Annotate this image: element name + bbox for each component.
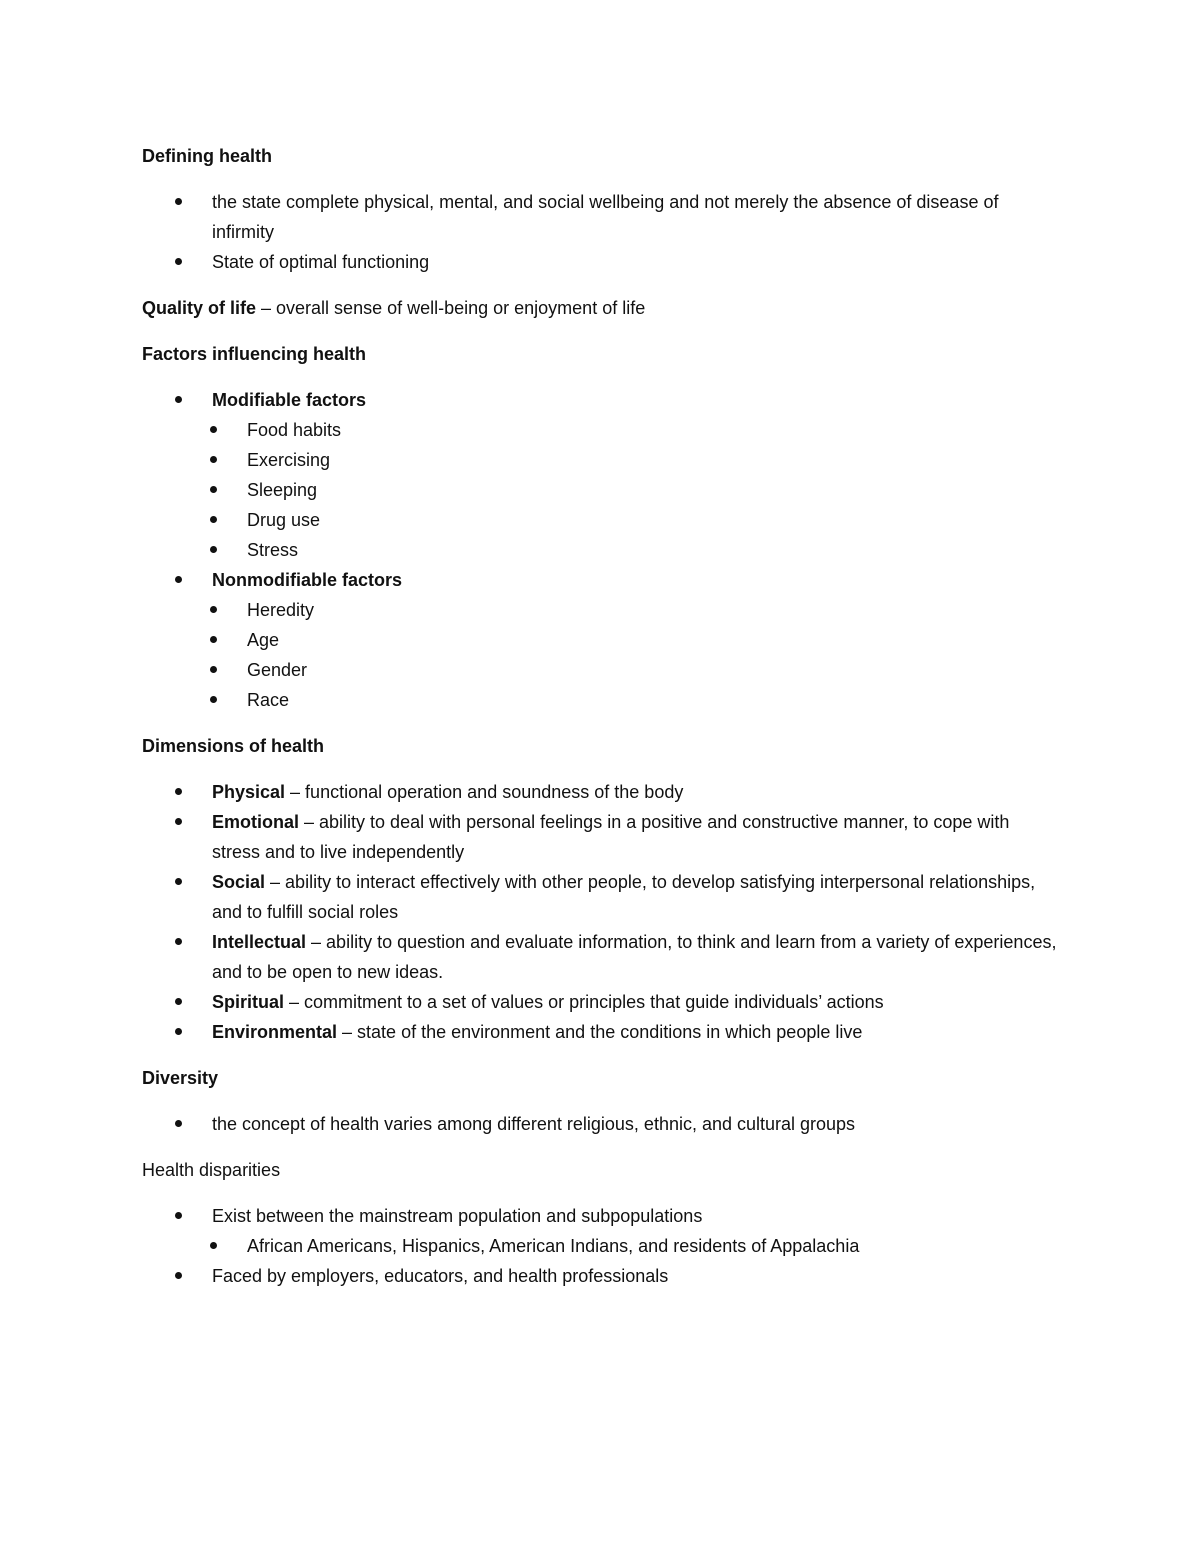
quality-of-life-definition: – overall sense of well-being or enjoyment of life — [256, 298, 646, 318]
quality-of-life-term: Quality of life — [142, 298, 257, 318]
bullet-icon — [210, 546, 217, 553]
bullet-icon — [210, 456, 217, 463]
list-item: Race — [142, 685, 1062, 715]
heading-dimensions: Dimensions of health — [142, 736, 325, 756]
bullet-icon — [175, 576, 182, 583]
list-item: Heredity — [142, 595, 1062, 625]
list-item: Modifiable factors — [142, 385, 1062, 415]
list-item: Exercising — [142, 445, 1062, 475]
disparities-list — [142, 1201, 1062, 1291]
defining-health-list — [142, 187, 1062, 277]
list-item: Gender — [142, 655, 1062, 685]
list-item: Environmental – state of the environment and the conditions in which people live — [142, 1017, 1062, 1047]
list-item: Social – ability to interact effectively with other people, to develop satisfying interpersonal relationships, and to fulfill social roles — [142, 867, 1062, 927]
quality-of-life-line — [142, 293, 1062, 323]
list-item: Nonmodifiable factors — [142, 565, 1062, 595]
bullet-icon — [210, 606, 217, 613]
bullet-icon — [175, 1272, 182, 1279]
bullet-icon — [175, 1028, 182, 1035]
heading-health-disparities: Health disparities — [142, 1160, 281, 1180]
bullet-icon — [210, 636, 217, 643]
bullet-icon — [210, 666, 217, 673]
dimensions-list — [142, 777, 1062, 1047]
list-item: Sleeping — [142, 475, 1062, 505]
bullet-icon — [210, 426, 217, 433]
list-item: the state complete physical, mental, and social wellbeing and not merely the absence of disease of infirmity — [142, 187, 1062, 247]
list-item: the concept of health varies among different religious, ethnic, and cultural groups — [142, 1109, 1062, 1139]
heading-defining-health: Defining health — [142, 146, 272, 166]
list-item: State of optimal functioning — [142, 247, 1062, 277]
bullet-icon — [175, 1120, 182, 1127]
document-body — [142, 141, 1062, 1291]
list-item: Emotional – ability to deal with personal feelings in a positive and constructive manner, to cope with stress and to live independently — [142, 807, 1062, 867]
list-item: Exist between the mainstream population and subpopulations — [142, 1201, 1062, 1231]
bullet-icon — [175, 878, 182, 885]
list-item: Intellectual – ability to question and evaluate information, to think and learn from a variety of experiences, and to be open to new ideas. — [142, 927, 1062, 987]
bullet-icon — [210, 516, 217, 523]
heading-diversity: Diversity — [142, 1068, 219, 1088]
list-item: Stress — [142, 535, 1062, 565]
list-item: Physical – functional operation and soundness of the body — [142, 777, 1062, 807]
bullet-icon — [175, 258, 182, 265]
bullet-icon — [210, 486, 217, 493]
diversity-list — [142, 1109, 1062, 1139]
list-item: Faced by employers, educators, and health professionals — [142, 1261, 1062, 1291]
list-item: African Americans, Hispanics, American Indians, and residents of Appalachia — [142, 1231, 1062, 1261]
bullet-icon — [175, 818, 182, 825]
list-item: Age — [142, 625, 1062, 655]
bullet-icon — [175, 198, 182, 205]
bullet-icon — [175, 998, 182, 1005]
bullet-icon — [175, 938, 182, 945]
factors-list — [142, 385, 1062, 715]
list-item: Food habits — [142, 415, 1062, 445]
bullet-icon — [175, 788, 182, 795]
bullet-icon — [210, 696, 217, 703]
list-item: Spiritual – commitment to a set of values or principles that guide individuals’ actions — [142, 987, 1062, 1017]
list-item: Drug use — [142, 505, 1062, 535]
bullet-icon — [175, 1212, 182, 1219]
heading-factors: Factors influencing health — [142, 344, 367, 364]
bullet-icon — [210, 1242, 217, 1249]
bullet-icon — [175, 396, 182, 403]
